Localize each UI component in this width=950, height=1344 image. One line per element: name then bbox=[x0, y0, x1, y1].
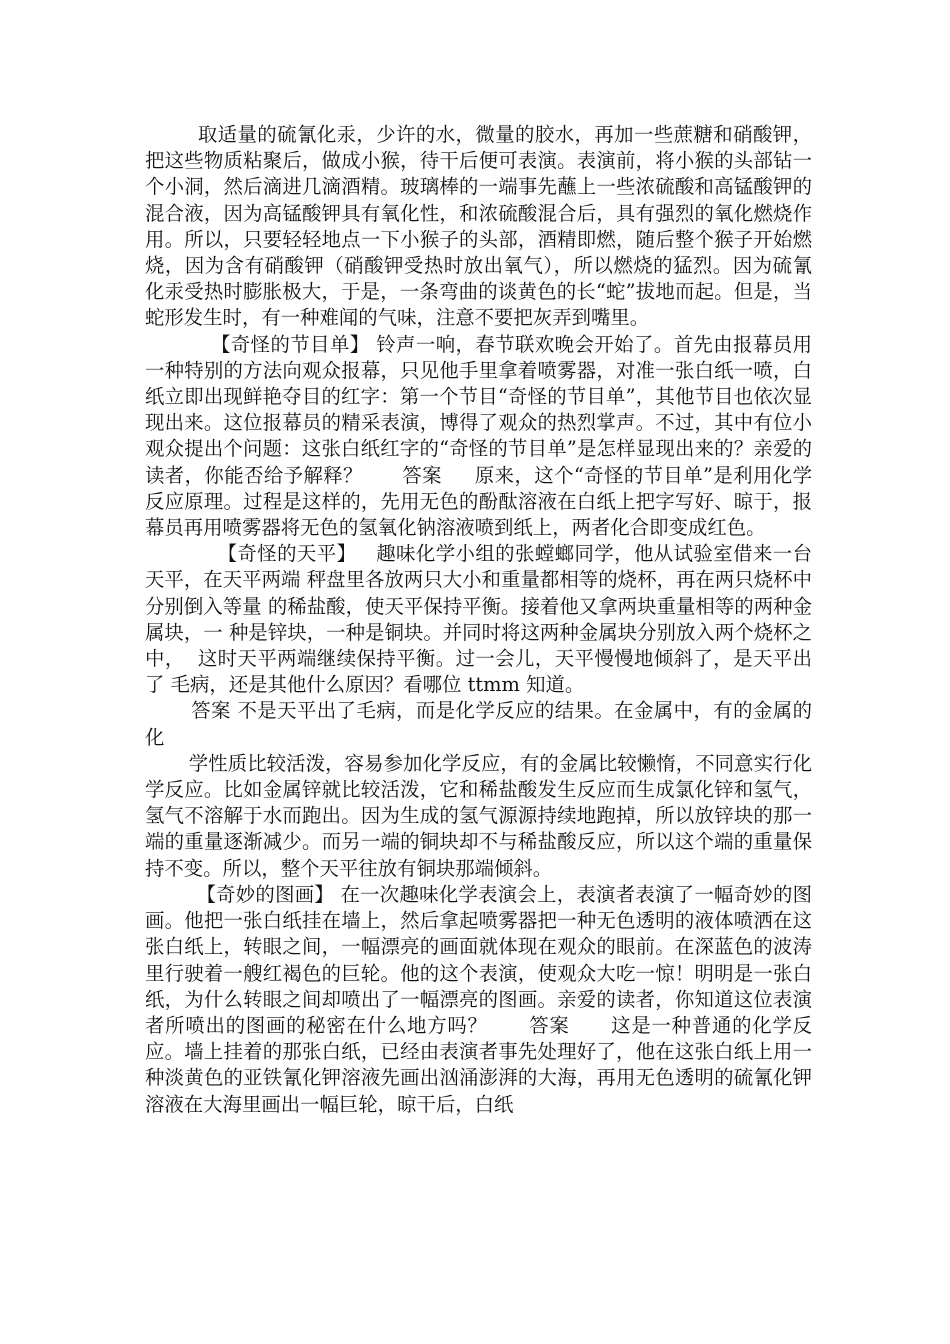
paragraph-strange-program: 【奇怪的节目单】 铃声一响，春节联欢晚会开始了。首先由报幕员用一种特别的方法向观众报幕，只见他手里拿着喷雾器，对准一张白纸一喷，白纸立即出现鲜艳夺目的红字：第一个节目“奇怪的节目单”，其他节目也依次显现出来。这位报幕员的精采表演，博得了观众的热烈掌声。不过，其中有位小观众提出个问题：这张白纸红字的“奇怪的节目单”是怎样显现出来的？亲爱的读者，你能否给予解释？ 答案 原来，这个“奇怪的节目单”是利用化学反应原理。过程是这样的，先用无色的酚酞溶液在白纸上把字写好、晾于，报幕员再用喷雾器将无色的氢氧化钠溶液喷到纸上，两者化合即变成红色。 bbox=[145, 332, 812, 540]
paragraph-wonderful-picture: 【奇妙的图画】 在一次趣味化学表演会上，表演者表演了一幅奇妙的图画。他把一张白纸挂在墙上，然后拿起喷雾器把一种无色透明的液体喷洒在这张白纸上，转眼之间，一幅漂亮的画面就体现在观众的眼前。在深蓝色的波涛里行驶着一艘红褐色的巨轮。他的这个表演，使观众大吃一惊！明明是一张白纸，为什么转眼之间却喷出了一幅漂亮的图画。亲爱的读者，你知道这位表演者所喷出的图画的秘密在什么地方吗？ 答案 这是一种普通的化学反应。墙上挂着的那张白纸，已经由表演者事先处理好了，他在这张白纸上用一种淡黄色的亚铁氰化钾溶液先画出汹涌澎湃的大海，再用无色透明的硫氰化钾溶液在大海里画出一幅巨轮，晾干后，白纸 bbox=[145, 882, 812, 1116]
document-body bbox=[145, 122, 812, 1118]
paragraph-strange-balance: 【奇怪的天平】 趣味化学小组的张螳螂同学，他从试验室借来一台天平，在天平两端 秤盘里各放两只大小和重量都相等的烧杯，再在两只烧杯中分别倒入等量 的稀盐酸，使天平保持平衡。接着他又拿两块重量相等的两种金属块，一 种是锌块，一种是铜块。并同时将这两种金属块分别放入两个烧杯之中， 这时天平两端继续保持平衡。过一会儿，天平慢慢地倾斜了，是天平出了 毛病，还是其他什么原因？看哪位 ttmm 知道。 bbox=[145, 542, 812, 697]
paragraph-balance-answer: 答案 不是天平出了毛病，而是化学反应的结果。在金属中，有的金属的化 bbox=[145, 699, 812, 749]
paragraph-monkey-snake: 取适量的硫氰化汞，少许的水，微量的胶水，再加一些蔗糖和硝酸钾，把这些物质粘聚后，做成小猴，待干后便可表演。表演前，将小猴的头部钻一个小洞，然后滴进几滴酒精。玻璃棒的一端事先蘸上一些浓硫酸和高锰酸钾的混合液，因为高锰酸钾具有氧化性，和浓硫酸混合后，具有强烈的氧化燃烧作用。所以，只要轻轻地点一下小猴子的头部，酒精即燃，随后整个猴子开始燃烧，因为含有硝酸钾（硝酸钾受热时放出氧气），所以燃烧的猛烈。因为硫氰化汞受热时膨胀极大，于是，一条弯曲的谈黄色的长“蛇”拔地而起。但是，当蛇形发生时，有一种难闻的气味，注意不要把灰弄到嘴里。 bbox=[145, 123, 813, 330]
paragraph-balance-explanation: 学性质比较活泼，容易参加化学反应，有的金属比较懒惰，不同意实行化学反应。比如金属锌就比较活泼，它和稀盐酸发生反应而生成氯化锌和氢气，氢气不溶解于水而跑出。因为生成的氢气源源持续地跑掉，所以放锌块的那一端的重量逐渐减少。而另一端的铜块却不与稀盐酸反应，所以这个端的重量保持不变。所以，整个天平往放有铜块那端倾斜。 bbox=[145, 751, 812, 880]
